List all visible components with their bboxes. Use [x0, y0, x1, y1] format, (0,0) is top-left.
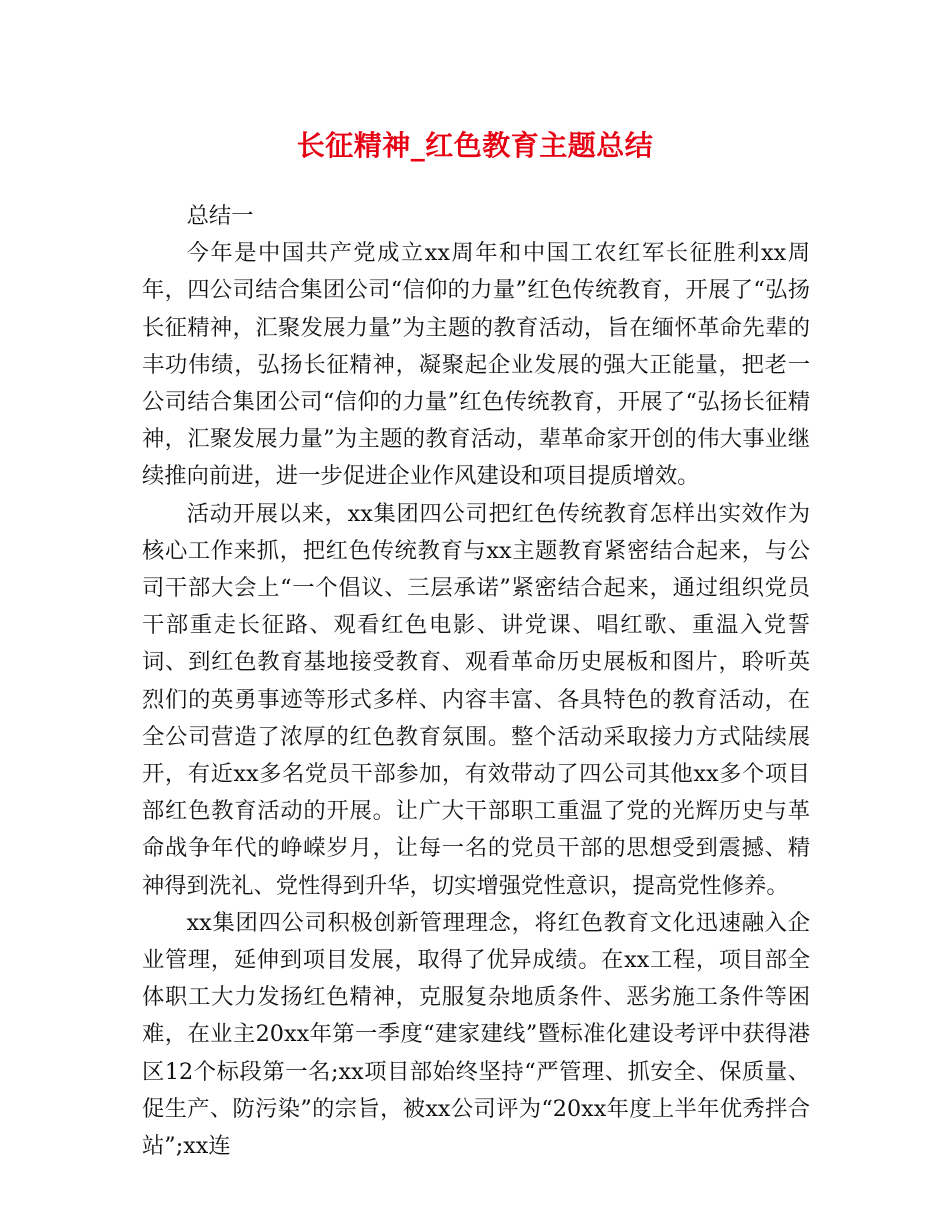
- paragraph-1: 今年是中国共产党成立xx周年和中国工农红军长征胜利xx周年，四公司结合集团公司“信仰的力量”红色传统教育，开展了“弘扬长征精神，汇聚发展力量”为主题的教育活动，旨在缅怀革命先辈的丰功伟绩，弘扬长征精神，凝聚起企业发展的强大正能量，把老一公司结合集团公司“信仰的力量”红色传统教育，开展了“弘扬长征精神，汇聚发展力量”为主题的教育活动，辈革命家开创的伟大事业继续推向前进，进一步促进企业作风建设和项目提质增效。: [142, 240, 810, 490]
- section-heading: 总结一: [186, 203, 254, 229]
- paragraph-2: 活动开展以来，xx集团四公司把红色传统教育怎样出实效作为核心工作来抓，把红色传统教育与xx主题教育紧密结合起来，与公司干部大会上“一个倡议、三层承诺”紧密结合起来，通过组织党员干部重走长征路、观看红色电影、讲党课、唱红歌、重温入党誓词、到红色教育基地接受教育、观看革命历史展板和图片，聆听英烈们的英勇事迹等形式多样、内容丰富、各具特色的教育活动，在全公司营造了浓厚的红色教育氛围。整个活动采取接力方式陆续展开，有近xx多名党员干部参加，有效带动了四公司其他xx多个项目部红色教育活动的开展。让广大干部职工重温了党的光辉历史与革命战争年代的峥嵘岁月，让每一名的党员干部的思想受到震撼、精神得到洗礼、党性得到升华，切实增强党性意识，提高党性修养。: [142, 500, 810, 899]
- document-title: 长征精神_红色教育主题总结: [296, 129, 654, 162]
- paragraph-3: xx集团四公司积极创新管理理念，将红色教育文化迅速融入企业管理，延伸到项目发展，取得了优异成绩。在xx工程，项目部全体职工大力发扬红色精神，克服复杂地质条件、恶劣施工条件等困难，在业主20xx年第一季度“建家建线”暨标准化建设考评中获得港区12个标段第一名;xx项目部始终坚持“严管理、抓安全、保质量、促生产、防污染”的宗旨，被xx公司评为“20xx年度上半年优秀拌合站”;xx连: [142, 909, 810, 1160]
- document-body: [142, 198, 810, 1165]
